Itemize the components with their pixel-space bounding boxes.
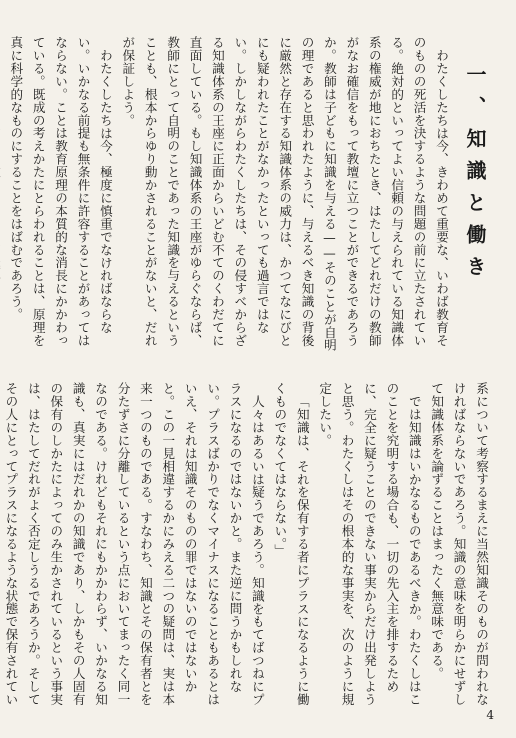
paragraph: わたくしたちは今、極度に慎重でなければならない。いかなる前提も無条件に許容することがあってはならない。ことは教育原理の本質的な消長にかかわっている。既成の考えかたにとらわれることは、原理を真に科学的なものにすることをはばむであろう。 bbox=[8, 36, 113, 347]
page-number: 4 bbox=[486, 708, 494, 722]
section-title: 一、知識と働き bbox=[463, 64, 487, 288]
paragraph: わたくしたちは今、きわめて重要な、いわば教育そのものの死活を決するような問題の前に立たされている。絶対的といってよい信頼の与えられている知識体系の権威が地におちたとき、はたしてどれだけの教師がなお確信をもって教壇に立つことができるであろうか。教師は子どもに知識を与える——そのことが自明の理であると思われたように、与えるべき知識の背後に厳然と存在する知識体系の威力は、かつてなにびとにも疑われたことがなかったといっても過言ではない。しかしながらわたくしたちは、その侵すべからざる知識体系の王座に正面からいどむ不てのくわだてに直面している。もし知識体系の王座がゆらぐならば、教師にとって自明のことであった知識を与えるということも、根本からゆり動かされることがないと、だれが保証しよう。 bbox=[120, 36, 449, 352]
quoted-definition: 「知識は、それを保有する者にプラスになるように働くものでなくてはならない。」 bbox=[272, 382, 310, 706]
paragraph: では知識はいかなるものであるべきか。わたくしはこのことを究明する場合も、一切の先入主を排するために、完全に疑うことのできない事実からだけ出発しようと思う。わたくしはその根本的な事実を、次のように規定したい。 bbox=[317, 382, 422, 706]
paragraph: 系について考察するまえに当然知識そのものが問われなければならないであろう。知識の意味を明らかにせずして知識体系を論ずることはまったく無意味である。 bbox=[429, 382, 489, 706]
paragraph bbox=[0, 36, 4, 356]
upper-text-column bbox=[8, 36, 452, 356]
paragraph: 人々はあるいは疑うであろう。知識をもてばつねにプラスになるのではないかと。また逆に問うかもしれない。プラスばかりでなくマイナスになることもあるとはいえ、それは知識そのものの罪ではないのではないかと。この一見相違するかにみえる二つの疑問は、実は本来一つのものである。すなわち、知識とその保有者とを分たずさに分離しているという点においてまったく同一なのである。けれどもそれにもかかわらず、いかなる知識も、真実にはだれかの知識であり、しかもその人固有の保有のしかたによってのみ生かされているという事実は、はたしてだれがよく否定しうるであろうか。そしてその人にとってプラスになるような状態で保有されてい bbox=[3, 382, 265, 706]
lower-text-column bbox=[3, 382, 492, 714]
